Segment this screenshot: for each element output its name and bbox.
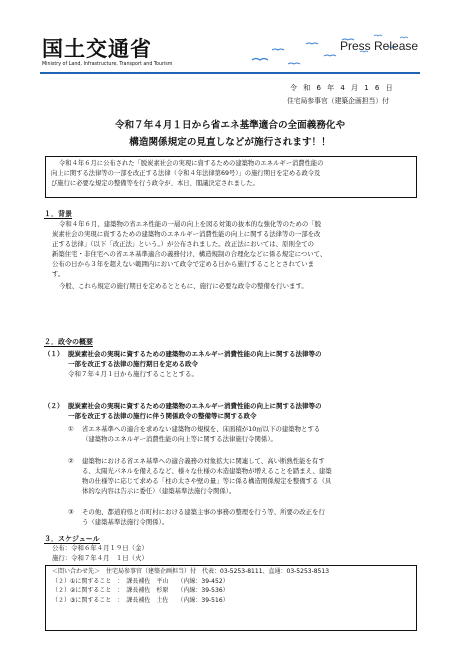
contact-line: （２）②に関すること ： 課長補佐 杉原 （内線：39-536） <box>52 587 229 595</box>
sub-item-marker: ③ <box>68 508 74 516</box>
issuing-department: 住宅局参事官（建築企画担当）付 <box>287 97 389 105</box>
item-marker: （２） <box>44 402 64 410</box>
sub-item-3 <box>68 508 416 528</box>
summary-line: び施行に必要な規定の整備等を行う政令が、本日、閣議決定されました。 <box>51 179 259 187</box>
item-heading-line: 脱炭素社会の実現に資するための建築物のエネルギー消費性能の向上に関する法律等の <box>68 402 322 410</box>
item-heading-line: 一部を改正する法律の施行期日を定める政令 <box>68 360 198 369</box>
section-heading-background: １．背景 <box>44 210 72 218</box>
sub-item-line: う（建築基準法施行令関係）。 <box>82 517 169 526</box>
background-paragraph <box>52 220 417 291</box>
press-release-label: Press Release <box>340 39 419 53</box>
item-marker: （１） <box>44 350 64 358</box>
header-divider <box>40 72 420 74</box>
contact-line: （２）①に関すること ： 課長補佐 平山 （内線：39-452） <box>52 577 229 585</box>
item-heading-line: 脱炭素社会の実現に資するための建築物のエネルギー消費性能の向上に関する法律等の <box>68 350 322 358</box>
summary-line: 令和４年６月に公布された「脱炭素社会の実現に資するための建築物のエネルギー消費性能の <box>59 160 324 167</box>
sub-item-line: 体的な内容は告示に委任）（建築基準法施行令関係）。 <box>82 486 236 495</box>
sub-item-line: その他、都道府県と市町村における建築主事の事務の整理を行う等、所要の改正を行 <box>82 508 325 516</box>
title-line-2: 構造関係規定の見直しなどが施行されます！！ <box>129 137 331 148</box>
schedule-enforcement: 施行：令和７年４月 １日（火） <box>52 553 148 562</box>
sub-item-line: 建築物における省エネ基準への適合義務の対象拡大に関連して、高い断熱性能を有す <box>82 457 325 465</box>
paragraph-line: 炭素社会の実現に資するための建築物のエネルギー消費性能の向上に関する法律等の一部を改 <box>52 229 321 238</box>
item-heading-line: 一部を改正する法律の施行に伴う関係政令の整備等に関する政令 <box>68 412 257 421</box>
schedule-block <box>52 544 148 564</box>
sub-item-line: 省エネ基準への適合を求めない建築物の規模を、床面積が10㎡以下の建築物とする <box>82 425 321 433</box>
title-line-1: 令和７年４月１日から省エネ基準適合の全面義務化や <box>114 120 346 131</box>
sub-item-2 <box>68 457 416 497</box>
paragraph-line: 公布の日から３年を超えない範囲内において政令で定める日から施行することとされていま <box>52 259 315 268</box>
schedule-promulgation: 公布：令和６年４月１９日（金） <box>52 544 148 552</box>
paragraph-line: 新築住宅・非住宅への省エネ基準適合の義務付け、構造規制の合理化などに係る規定について、 <box>52 249 327 258</box>
contact-line: ＜問い合わせ先＞ 住宅局参事官（建築企画担当）付 代表：03-5253-8111、直通：03-5253-8513 <box>52 568 330 575</box>
summary-text <box>51 159 411 188</box>
sub-item-1 <box>68 425 416 445</box>
overview-item-1 <box>44 349 416 379</box>
section-heading-schedule: ３．スケジュール <box>44 535 100 543</box>
sub-item-line: る、太陽光パネルを備えるなど、様々な仕様の木造建築物が増えることを踏まえ、建築 <box>82 466 332 475</box>
sub-item-marker: ② <box>68 457 74 465</box>
sub-item-line: 物の仕様等に応じて求める「柱の太さや壁の量」等に係る構造関係規定を整備する（具 <box>82 476 332 485</box>
section-heading-overview: ２．政令の概要 <box>44 338 93 346</box>
ministry-logo-jp: 国土交通省 <box>42 37 152 61</box>
contact-info <box>52 567 412 605</box>
paragraph-line: す。 <box>52 269 65 278</box>
ministry-logo-en: Ministry of Land, Infrastructure, Transport and Tourism <box>42 62 173 67</box>
paragraph-line: 今般、これら規定の施行期日を定めるとともに、施行に必要な政令の整備を行います。 <box>59 281 308 290</box>
paragraph-line: 正する法律」（以下「改正法」という。）が公布されました。改正法においては、原則全ての <box>52 239 315 248</box>
sub-item-marker: ① <box>68 425 74 433</box>
release-date: 令 和 6 年 4 月 1 6 日 <box>290 84 395 92</box>
item-body: 令和７年４月１日から施行することとする。 <box>68 370 198 379</box>
contact-line: （２）③に関すること ： 課長補佐 土佐 （内線：39-516） <box>52 596 229 604</box>
summary-line: 向上に関する法律等の一部を改正する法律（令和４年法律第69号）」の施行期日を定める政令及 <box>51 169 321 177</box>
paragraph-line: 令和４年６月、建築物の省エネ性能の一層の向上を図る対策の抜本的な強化等のための「脱 <box>59 220 322 228</box>
overview-item-2 <box>44 401 416 421</box>
sub-item-line: （建築物のエネルギー消費性能の向上等に関する法律施行令関係）。 <box>82 434 277 443</box>
